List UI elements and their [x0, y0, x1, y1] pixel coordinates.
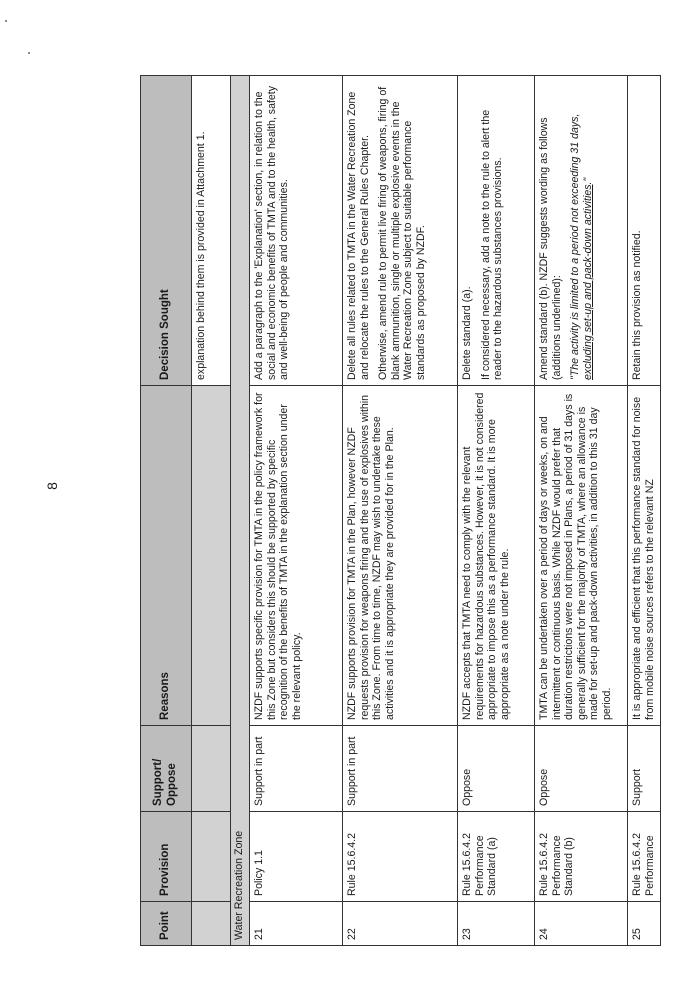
- cell-reasons: NZDF supports provision for TMTA in the Plan, however NZDF requests provision for weapons firing and the use of explosives within this Zone. From time to time, NZDF may wish to undertake these activities and it is appropriate they are provided for in the Plan.: [343, 386, 458, 726]
- table-row: [250, 76, 343, 946]
- decision-paragraph: Delete all rules related to TMTA in the Water Recreation Zone and relocate the rules to the General Rules Chapter.: [346, 91, 371, 380]
- header-reasons: Reasons: [141, 386, 192, 726]
- zone-heading-row: [231, 76, 250, 946]
- cell-decision: Retain this provision as notified.: [628, 76, 661, 386]
- quote-open: ": [569, 376, 581, 380]
- cell-provision: Policy 1.1: [250, 812, 343, 902]
- cell-empty: [192, 726, 231, 812]
- header-support: Support/ Oppose: [141, 726, 192, 812]
- cell-point: 25: [628, 902, 661, 946]
- page-number: 8: [43, 482, 60, 490]
- cell-decision: [458, 76, 535, 386]
- scan-speck: [5, 20, 7, 22]
- table-row: [343, 76, 458, 946]
- table-row: [628, 76, 661, 946]
- decision-paragraph: Otherwise, amend rule to permit live firing of weapons, firing of blank ammunition, single or multiple explosive events in the Water Recreation Zone subject to suitable performance standards as proposed by NZDF.: [377, 86, 427, 380]
- cell-support: Support in part: [343, 726, 458, 812]
- table-row-continuation: [192, 76, 231, 946]
- cell-point: 22: [343, 902, 458, 946]
- cell-decision: Add a paragraph to the 'Explanation' section, in relation to the social and economic benefits of TMTA and to the health, safety and well-being of people and communities.: [250, 76, 343, 386]
- table-row: [458, 76, 535, 946]
- cell-empty: [192, 812, 231, 902]
- cell-decision: [343, 76, 458, 386]
- cell-provision: Rule 15.6.4.2: [343, 812, 458, 902]
- cell-support: Support: [628, 726, 661, 812]
- cell-point: 24: [535, 902, 628, 946]
- cell-support: Support in part: [250, 726, 343, 812]
- suggested-wording: [569, 81, 594, 380]
- cell-reasons: TMTA can be undertaken over a period of days or weeks, on and intermittent or continuous basis. While NZDF would prefer that duration restrictions were not imposed in Plans, a period of 31 days is generally sufficient for the majority of TMTA, where an allowance is made for set-up and pack-down activities, in addition to this 31 day period.: [535, 386, 628, 726]
- cell-point: 23: [458, 902, 535, 946]
- cell-provision: Rule 15.6.4.2 Performance Standard (a): [458, 812, 535, 902]
- cell-empty: [192, 902, 231, 946]
- quote-close: .": [581, 177, 594, 185]
- cell-decision: explanation behind them is provided in Attachment 1.: [192, 76, 231, 386]
- cell-empty: [192, 386, 231, 726]
- rotated-table-container: [140, 76, 660, 946]
- cell-support: Oppose: [535, 726, 628, 812]
- scan-speck: [28, 52, 30, 54]
- zone-heading: Water Recreation Zone: [231, 76, 250, 946]
- cell-point: 21: [250, 902, 343, 946]
- cell-provision: Rule 15.6.4.2 Performance Standard (b): [535, 812, 628, 902]
- cell-support: Oppose: [458, 726, 535, 812]
- header-provision: Provision: [141, 812, 192, 902]
- decision-paragraph: If considered necessary, add a note to the rule to alert the reader to the hazardous substances provisions.: [479, 109, 504, 380]
- quote-underlined: excluding set-up and pack-down activities: [581, 184, 594, 380]
- cell-reasons: NZDF accepts that TMTA need to comply with the relevant requirements for hazardous substances. However, it is not considered appropriate to impose this as a performance standard. It is more appropriate as a note under the rule.: [458, 386, 535, 726]
- decision-paragraph: Amend standard (b). NZDF suggests wording as follows (additions underlined):: [538, 117, 563, 380]
- header-decision: Decision Sought: [141, 76, 192, 386]
- decision-paragraph: Delete standard (a).: [461, 286, 473, 380]
- header-point: Point: [141, 902, 192, 946]
- cell-decision: [535, 76, 628, 386]
- table-row: [535, 76, 628, 946]
- cell-provision: Rule 15.6.4.2 Performance: [628, 812, 661, 902]
- cell-reasons: NZDF supports specific provision for TMTA in the policy framework for this Zone but considers this should be supported by specific recognition of the benefits of TMTA in the explanation section under the relevant policy.: [250, 386, 343, 726]
- submission-table: [140, 75, 661, 946]
- header-row: [141, 76, 192, 946]
- quote-plain: The activity is limited to a period not exceeding 31 days,: [569, 113, 581, 377]
- cell-reasons: It is appropriate and efficient that this performance standard for noise from mobile noise sources refers to the relevant NZ: [628, 386, 661, 726]
